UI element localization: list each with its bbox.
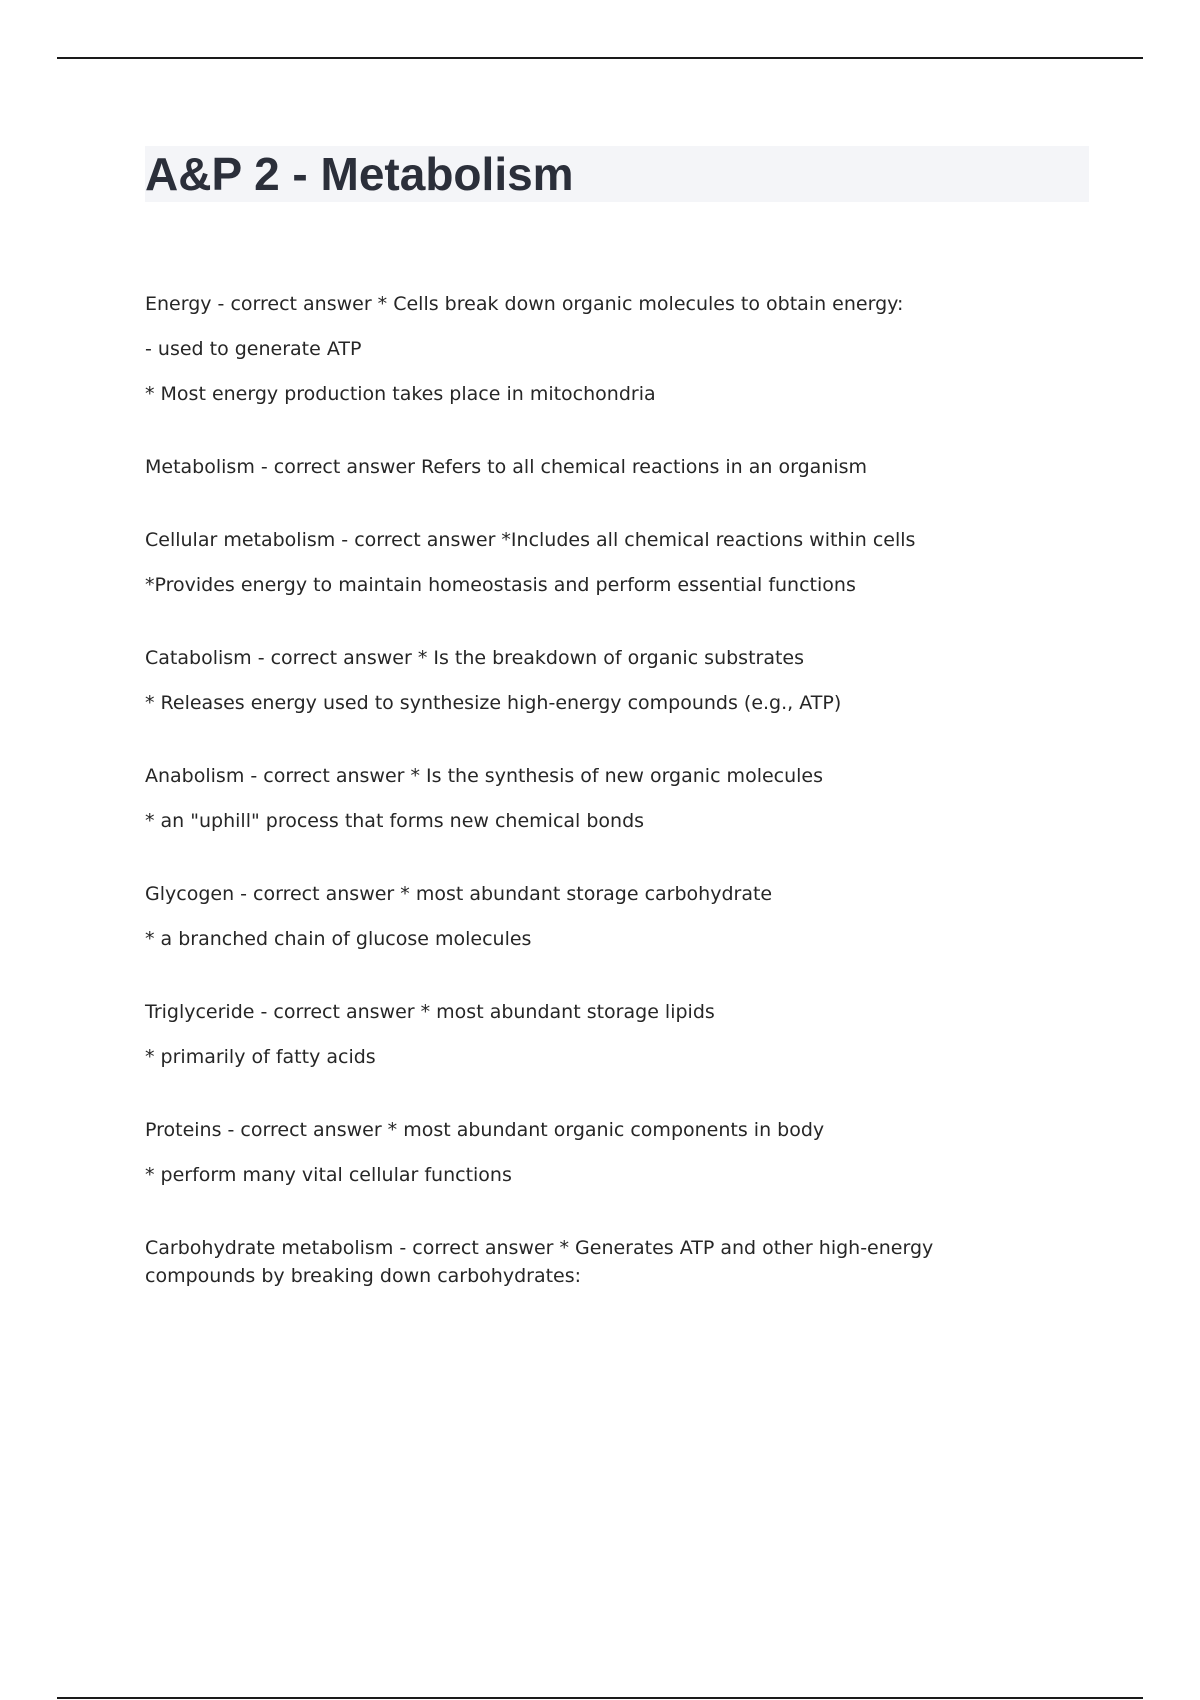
entry-line: Carbohydrate metabolism - correct answer * Generates ATP and other high-energy compounds by breaking down carbohydrates: <box>145 1237 934 1287</box>
flashcard-list <box>145 290 1045 1335</box>
entry-proteins <box>145 1116 1045 1189</box>
entry-triglyceride <box>145 998 1045 1071</box>
entry-line: *Provides energy to maintain homeostasis and perform essential functions <box>145 574 856 596</box>
entry-line: * a branched chain of glucose molecules <box>145 928 532 950</box>
entry-line: * Releases energy used to synthesize high-energy compounds (e.g., ATP) <box>145 692 842 714</box>
entry-line: Anabolism - correct answer * Is the synthesis of new organic molecules <box>145 765 824 787</box>
entry-glycogen <box>145 880 1045 953</box>
entry-line: Cellular metabolism - correct answer *Includes all chemical reactions within cells <box>145 529 916 551</box>
entry-catabolism <box>145 644 1045 717</box>
bottom-rule <box>57 1697 1143 1699</box>
entry-line: Metabolism - correct answer Refers to all chemical reactions in an organism <box>145 456 868 478</box>
entry-cellular-metabolism <box>145 526 1045 599</box>
entry-line: * Most energy production takes place in mitochondria <box>145 383 656 405</box>
entry-line: Energy - correct answer * Cells break down organic molecules to obtain energy: <box>145 293 904 315</box>
page-title: A&P 2 - Metabolism <box>145 148 574 200</box>
entry-line: Proteins - correct answer * most abundant organic components in body <box>145 1119 825 1141</box>
entry-anabolism <box>145 762 1045 835</box>
entry-energy <box>145 290 1045 408</box>
entry-metabolism <box>145 453 1045 481</box>
entry-line: * an "uphill" process that forms new chemical bonds <box>145 810 645 832</box>
entry-line: Triglyceride - correct answer * most abundant storage lipids <box>145 1001 715 1023</box>
entry-line: * primarily of fatty acids <box>145 1046 376 1068</box>
entry-line: - used to generate ATP <box>145 338 362 360</box>
entry-line: Glycogen - correct answer * most abundant storage carbohydrate <box>145 883 773 905</box>
entry-line: Catabolism - correct answer * Is the breakdown of organic substrates <box>145 647 805 669</box>
top-rule <box>57 57 1143 59</box>
entry-line: * perform many vital cellular functions <box>145 1164 512 1186</box>
entry-carbohydrate-metabolism <box>145 1234 1045 1290</box>
